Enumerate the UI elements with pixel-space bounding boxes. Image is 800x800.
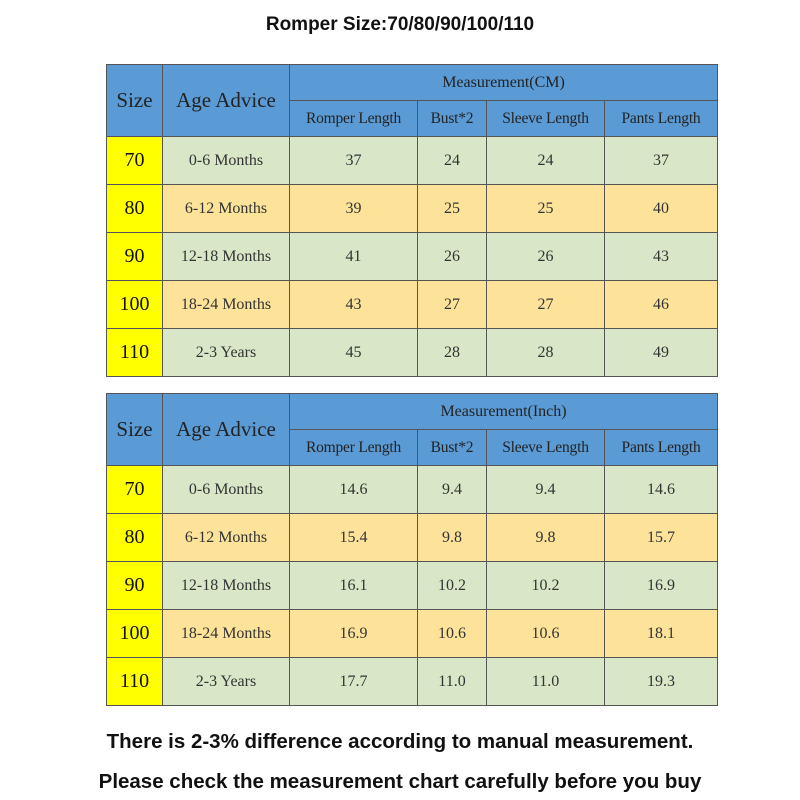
- bust-cell: 9.8: [418, 514, 487, 562]
- sleeve-length-cell: 10.6: [487, 610, 605, 658]
- table-row: [107, 610, 718, 658]
- romper-length-cell: 43: [290, 281, 418, 329]
- bust-cell: 11.0: [418, 658, 487, 706]
- romper-length-cell: 17.7: [290, 658, 418, 706]
- column-header-bust: Bust*2: [418, 101, 487, 137]
- measurement-group-header: Measurement(Inch): [290, 394, 718, 430]
- size-cell: 70: [107, 137, 163, 185]
- size-cell: 80: [107, 514, 163, 562]
- pants-length-cell: 19.3: [605, 658, 718, 706]
- table-row: [107, 233, 718, 281]
- age-cell: 0-6 Months: [163, 137, 290, 185]
- pants-length-cell: 16.9: [605, 562, 718, 610]
- romper-length-cell: 14.6: [290, 466, 418, 514]
- size-chart-table-cm: [106, 64, 718, 377]
- age-cell: 12-18 Months: [163, 233, 290, 281]
- sleeve-length-cell: 26: [487, 233, 605, 281]
- pants-length-cell: 40: [605, 185, 718, 233]
- size-cell: 90: [107, 562, 163, 610]
- sleeve-length-cell: 24: [487, 137, 605, 185]
- bust-cell: 10.2: [418, 562, 487, 610]
- pants-length-cell: 37: [605, 137, 718, 185]
- page-title: Romper Size:70/80/90/100/110: [265, 14, 535, 35]
- sleeve-length-cell: 11.0: [487, 658, 605, 706]
- pants-length-cell: 14.6: [605, 466, 718, 514]
- size-cell: 100: [107, 281, 163, 329]
- pants-length-cell: 15.7: [605, 514, 718, 562]
- sleeve-length-cell: 28: [487, 329, 605, 377]
- size-cell: 100: [107, 610, 163, 658]
- sleeve-length-cell: 25: [487, 185, 605, 233]
- age-cell: 0-6 Months: [163, 466, 290, 514]
- bust-cell: 26: [418, 233, 487, 281]
- sleeve-length-cell: 10.2: [487, 562, 605, 610]
- age-cell: 2-3 Years: [163, 329, 290, 377]
- size-header: Size: [107, 394, 163, 466]
- sleeve-length-cell: 9.4: [487, 466, 605, 514]
- size-cell: 80: [107, 185, 163, 233]
- romper-length-cell: 45: [290, 329, 418, 377]
- size-cell: 70: [107, 466, 163, 514]
- column-header-pants-length: Pants Length: [605, 101, 718, 137]
- pants-length-cell: 46: [605, 281, 718, 329]
- measurement-difference-note: There is 2-3% difference according to manual measurement.: [106, 730, 694, 753]
- age-cell: 2-3 Years: [163, 658, 290, 706]
- table-row: [107, 281, 718, 329]
- table-row: [107, 562, 718, 610]
- age-cell: 6-12 Months: [163, 514, 290, 562]
- age-cell: 12-18 Months: [163, 562, 290, 610]
- check-chart-note: Please check the measurement chart carefully before you buy: [98, 770, 702, 793]
- table-row: [107, 137, 718, 185]
- measurement-group-header: Measurement(CM): [290, 65, 718, 101]
- bust-cell: 27: [418, 281, 487, 329]
- romper-length-cell: 16.1: [290, 562, 418, 610]
- table-row: [107, 466, 718, 514]
- bust-cell: 9.4: [418, 466, 487, 514]
- bust-cell: 25: [418, 185, 487, 233]
- column-header-sleeve-length: Sleeve Length: [487, 430, 605, 466]
- bust-cell: 28: [418, 329, 487, 377]
- romper-length-cell: 41: [290, 233, 418, 281]
- age-cell: 18-24 Months: [163, 281, 290, 329]
- pants-length-cell: 49: [605, 329, 718, 377]
- size-cell: 110: [107, 658, 163, 706]
- romper-length-cell: 39: [290, 185, 418, 233]
- size-header: Size: [107, 65, 163, 137]
- column-header-bust: Bust*2: [418, 430, 487, 466]
- romper-length-cell: 37: [290, 137, 418, 185]
- size-chart-table-inch: [106, 393, 718, 706]
- column-header-romper-length: Romper Length: [290, 430, 418, 466]
- age-cell: 18-24 Months: [163, 610, 290, 658]
- age-advice-header: Age Advice: [163, 65, 290, 137]
- column-header-romper-length: Romper Length: [290, 101, 418, 137]
- romper-length-cell: 15.4: [290, 514, 418, 562]
- table-row: [107, 514, 718, 562]
- age-advice-header: Age Advice: [163, 394, 290, 466]
- romper-length-cell: 16.9: [290, 610, 418, 658]
- column-header-sleeve-length: Sleeve Length: [487, 101, 605, 137]
- table-row: [107, 329, 718, 377]
- table-row: [107, 658, 718, 706]
- age-cell: 6-12 Months: [163, 185, 290, 233]
- sleeve-length-cell: 27: [487, 281, 605, 329]
- size-cell: 110: [107, 329, 163, 377]
- pants-length-cell: 18.1: [605, 610, 718, 658]
- column-header-pants-length: Pants Length: [605, 430, 718, 466]
- sleeve-length-cell: 9.8: [487, 514, 605, 562]
- size-cell: 90: [107, 233, 163, 281]
- table-row: [107, 185, 718, 233]
- bust-cell: 24: [418, 137, 487, 185]
- pants-length-cell: 43: [605, 233, 718, 281]
- bust-cell: 10.6: [418, 610, 487, 658]
